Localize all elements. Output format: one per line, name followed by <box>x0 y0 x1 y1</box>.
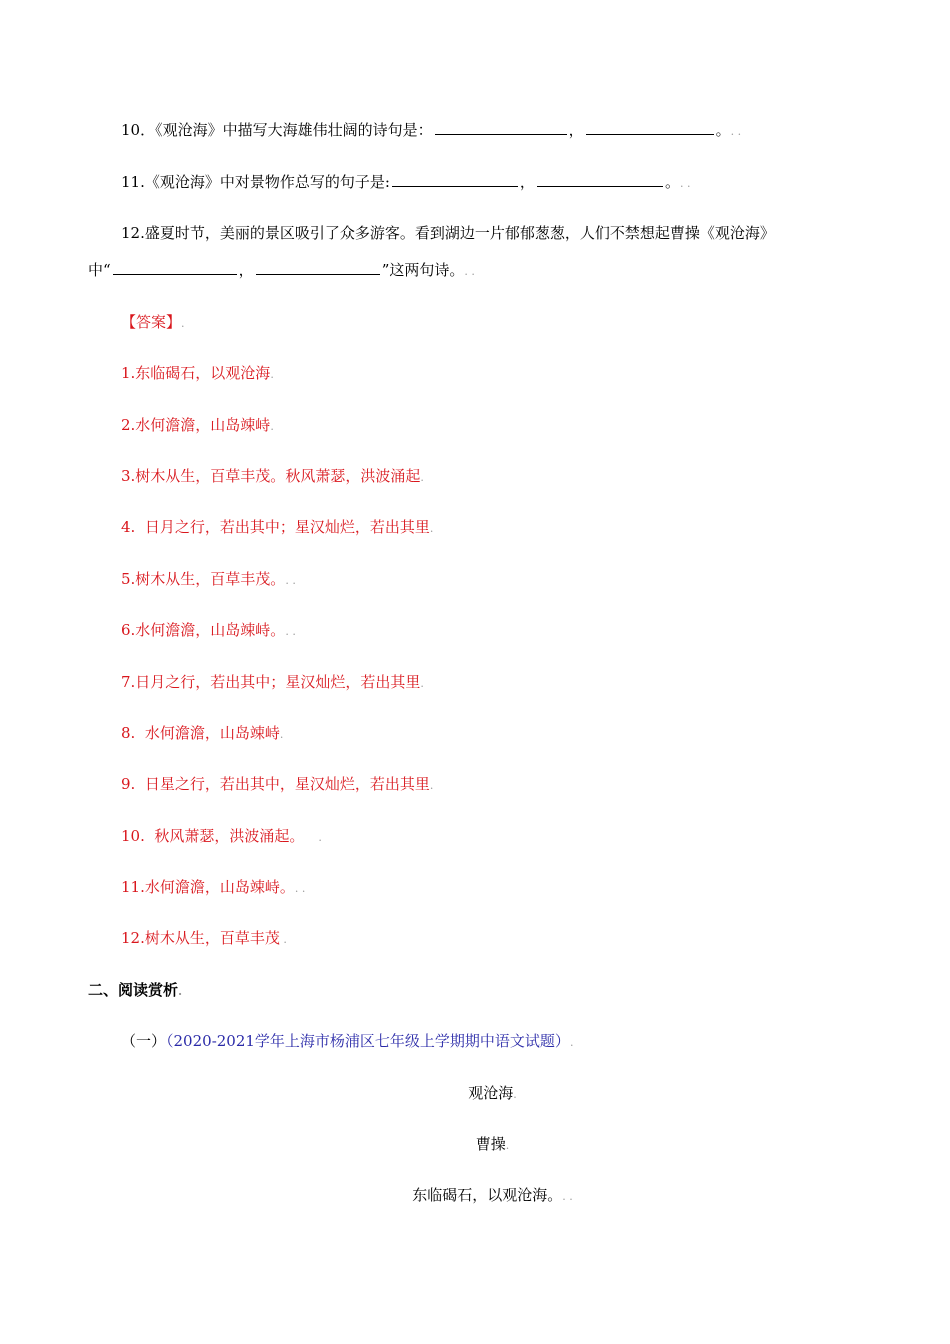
question-12-line1: 12.盛夏时节，美丽的景区吸引了众多游客。看到湖边一片郁郁葱葱，人们不禁想起曹操《观沧海》 <box>121 224 775 242</box>
question-11: 11.《观沧海》中对景物作总写的句子是: ， 。. . <box>121 173 691 191</box>
answer-item: 5.树木从生，百草丰茂。. . <box>121 570 296 588</box>
section-heading: 二、阅读赏析. <box>88 981 183 999</box>
answer-item: 11.水何澹澹，山岛竦峙。. . <box>121 878 306 896</box>
answer-item: 7.日月之行，若出其中；星汉灿烂，若出其里. <box>121 673 424 691</box>
answer-item: 4. 日月之行，若出其中；星汉灿烂，若出其里. <box>121 518 434 536</box>
poem-author: 曹操. <box>475 1135 510 1153</box>
poem-line: 东临碣石，以观沧海。. . <box>412 1186 573 1204</box>
answer-item: 9. 日星之行，若出其中，星汉灿烂，若出其里. <box>121 775 434 793</box>
question-11-text: 11.《观沧海》中对景物作总写的句子是: <box>121 173 390 191</box>
poem-title: 观沧海. <box>468 1084 517 1102</box>
answer-blank[interactable] <box>586 120 714 135</box>
question-10: 10．《观沧海》中描写大海雄伟壮阔的诗句是： ， 。. . <box>121 121 742 139</box>
answer-blank[interactable] <box>435 120 567 135</box>
source-label: （一） <box>121 1032 167 1050</box>
answer-blank[interactable] <box>537 172 663 187</box>
answer-item: 2.水何澹澹，山岛竦峙. <box>121 416 274 434</box>
source-text: （2020-2021学年上海市杨浦区七年级上学期期中语文试题） <box>166 1032 570 1050</box>
answer-item: 10. 秋风萧瑟，洪波涌起。 . <box>121 827 322 845</box>
question-10-text: 10．《观沧海》中描写大海雄伟壮阔的诗句是： <box>121 121 433 139</box>
answer-item: 3.树木从生，百草丰茂。秋风萧瑟，洪波涌起. <box>121 467 424 485</box>
answer-blank[interactable] <box>256 260 380 275</box>
answer-item: 12.树木从生，百草丰茂 . <box>121 929 287 947</box>
answer-blank[interactable] <box>392 172 518 187</box>
answer-item: 1.东临碣石，以观沧海. <box>121 364 274 382</box>
answer-blank[interactable] <box>113 260 237 275</box>
answer-tag: 【答案】. <box>121 313 185 331</box>
source-line: （一）（2020-2021学年上海市杨浦区七年级上学期期中语文试题）. <box>121 1032 574 1050</box>
answer-item: 6.水何澹澹，山岛竦峙。. . <box>121 621 296 639</box>
question-12-line2: 中“ ， ”这两句诗。. . <box>88 261 475 279</box>
answer-item: 8. 水何澹澹，山岛竦峙. <box>121 724 284 742</box>
